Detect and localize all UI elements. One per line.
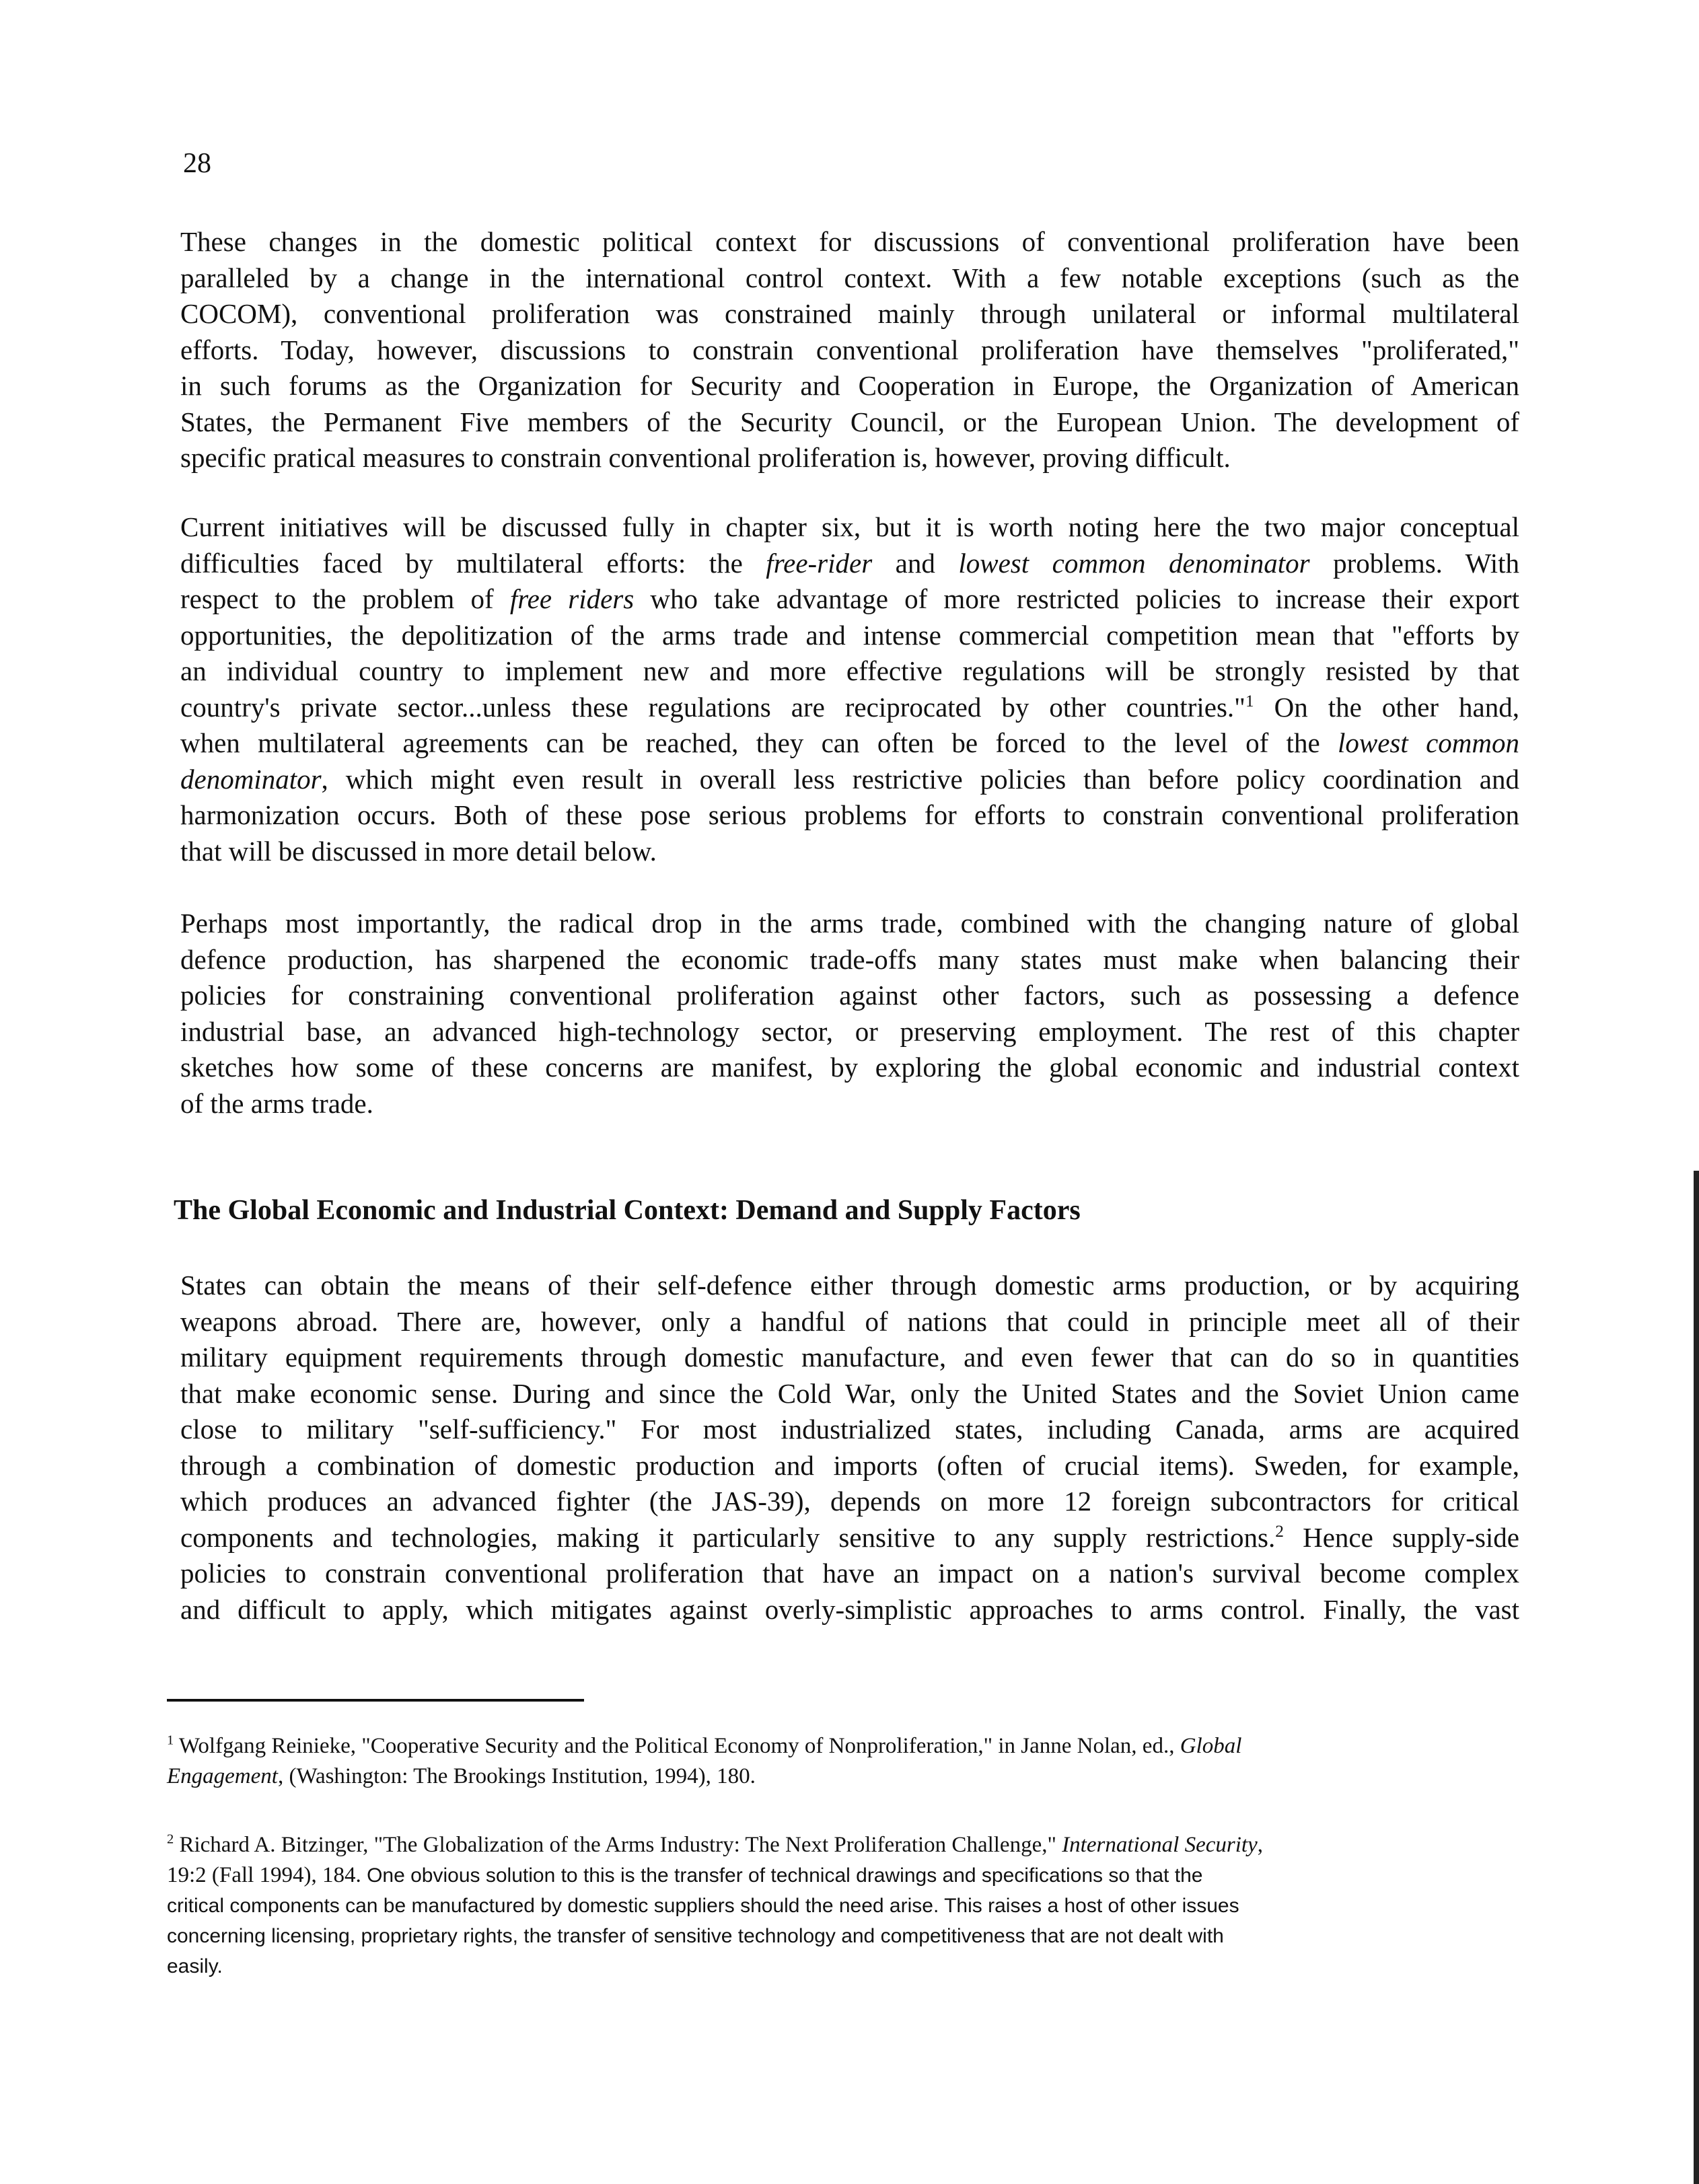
text-run: country's private sector...unless these regulations are reciprocated by other countries." xyxy=(180,691,1245,723)
text-line xyxy=(180,725,1519,762)
paragraph-1 xyxy=(180,224,1519,476)
paragraph-4 xyxy=(180,1268,1519,1628)
text-run: 19:2 (Fall 1994), 184. xyxy=(167,1863,361,1887)
footnote-divider xyxy=(167,1699,584,1702)
footnote-ref: 1 xyxy=(1245,691,1254,711)
text-line xyxy=(180,690,1519,726)
text-line xyxy=(180,546,1519,582)
text-line: specific pratical measures to constrain conventional proliferation is, however, proving difficult. xyxy=(180,442,1231,473)
text-run: , (Washington: The Brookings Institution, 1994), 180. xyxy=(277,1764,756,1788)
text-line: policies to constrain conventional proliferation that have an impact on a nation's survival become complex xyxy=(180,1558,1519,1589)
text-line: in such forums as the Organization for Security and Cooperation in Europe, the Organization of American xyxy=(180,370,1519,401)
text-line: opportunities, the depolitization of the arms trade and intense commercial competition mean that "efforts by xyxy=(180,619,1519,651)
italic-term: lowest common denominator xyxy=(958,547,1310,579)
text-line xyxy=(180,762,1519,798)
text-line: industrial base, an advanced high-technology sector, or preserving employment. The rest of this chapter xyxy=(180,1015,1519,1047)
text-line: critical components can be manufactured by domestic suppliers should the need arise. This raises a host of other issues xyxy=(167,1895,1239,1917)
text-line xyxy=(167,1860,1519,1891)
text-run: Hence supply-side xyxy=(1283,1521,1520,1553)
footnote-marker: 1 xyxy=(167,1733,174,1748)
text-line: and difficult to apply, which mitigates against overly-simplistic approaches to arms control. Finally, the vast xyxy=(180,1593,1519,1625)
italic-term: Global xyxy=(1180,1734,1242,1758)
text-run: difficulties faced by multilateral efforts: the xyxy=(180,547,766,579)
italic-term: lowest common xyxy=(1337,727,1519,758)
text-run: , which might even result in overall less restrictive policies than before policy coordination and xyxy=(321,763,1519,795)
text-run: and xyxy=(872,547,959,579)
text-line: Current initiatives will be discussed fully in chapter six, but it is worth noting here the two major conceptual xyxy=(180,511,1519,542)
italic-term: free-rider xyxy=(766,547,873,579)
text-line xyxy=(167,1830,1519,1860)
text-line: weapons abroad. There are, however, only a handful of nations that could in principle meet all of their xyxy=(180,1305,1519,1337)
text-line: which produces an advanced fighter (the JAS-39), depends on more 12 foreign subcontractors for critical xyxy=(180,1486,1519,1517)
scan-edge-border xyxy=(1694,1171,1699,2184)
text-line: close to military "self-sufficiency." For most industrialized states, including Canada, arms are acquired xyxy=(180,1414,1519,1445)
italic-term: free riders xyxy=(509,583,635,614)
text-line: military equipment requirements through domestic manufacture, and even fewer that can do so in quantities xyxy=(180,1342,1519,1373)
text-run: who take advantage of more restricted policies to increase their export xyxy=(634,583,1519,614)
text-line: easily. xyxy=(167,1955,223,1977)
text-line: policies for constraining conventional proliferation against other factors, such as possessing a defence xyxy=(180,980,1519,1011)
text-line: an individual country to implement new and more effective regulations will be strongly resisted by that xyxy=(180,655,1519,686)
text-run: problems. With xyxy=(1309,547,1520,579)
paragraph-2 xyxy=(180,509,1519,869)
text-line xyxy=(180,581,1519,618)
footnote-1 xyxy=(167,1731,1519,1792)
text-run: , xyxy=(1257,1833,1263,1857)
text-run: respect to the problem of xyxy=(180,583,510,614)
text-line: COCOM), conventional proliferation was constrained mainly through unilateral or informal multilateral xyxy=(180,298,1519,329)
paragraph-3 xyxy=(180,906,1519,1122)
text-line: through a combination of domestic production and imports (often of crucial items). Sweden, for example, xyxy=(180,1449,1519,1481)
section-heading: The Global Economic and Industrial Context: Demand and Supply Factors xyxy=(174,1195,1081,1226)
page-number: 28 xyxy=(183,148,211,179)
text-line: Perhaps most importantly, the radical drop in the arms trade, combined with the changing nature of global xyxy=(180,908,1519,939)
footnote-2 xyxy=(167,1830,1519,1981)
text-line xyxy=(167,1731,1519,1761)
text-line: sketches how some of these concerns are manifest, by exploring the global economic and industrial context xyxy=(180,1052,1519,1083)
text-run: One obvious solution to this is the transfer of technical drawings and specifications so that the xyxy=(361,1864,1203,1887)
text-line: paralleled by a change in the international control context. With a few notable exceptions (such as the xyxy=(180,262,1519,293)
italic-term: Engagement xyxy=(167,1764,278,1788)
text-line xyxy=(180,1520,1519,1556)
footnote-marker: 2 xyxy=(167,1831,174,1847)
text-run: components and technologies, making it particularly sensitive to any supply restrictions. xyxy=(180,1521,1276,1553)
text-line: defence production, has sharpened the economic trade-offs many states must make when balancing their xyxy=(180,943,1519,975)
text-line: that will be discussed in more detail below. xyxy=(180,835,657,867)
text-line: harmonization occurs. Both of these pose serious problems for efforts to constrain conventional proliferation xyxy=(180,799,1519,830)
footnote-ref: 2 xyxy=(1275,1521,1284,1541)
text-line: that make economic sense. During and since the Cold War, only the United States and the Soviet Union came xyxy=(180,1377,1519,1409)
text-line: efforts. Today, however, discussions to constrain conventional proliferation have themselves "proliferated," xyxy=(180,334,1519,365)
text-line xyxy=(167,1761,1519,1792)
text-line: States can obtain the means of their self-defence either through domestic arms production, or by acquiring xyxy=(180,1270,1519,1301)
text-run: On the other hand, xyxy=(1254,691,1519,723)
text-line: concerning licensing, proprietary rights, the transfer of sensitive technology and competitiveness that are not dealt with xyxy=(167,1925,1224,1947)
text-line: These changes in the domestic political context for discussions of conventional proliferation have been xyxy=(180,226,1519,257)
italic-term: International Security xyxy=(1062,1833,1258,1857)
text-run: when multilateral agreements can be reached, they can often be forced to the level of the xyxy=(180,727,1338,758)
italic-term: denominator xyxy=(180,763,322,795)
text-line: States, the Permanent Five members of the Security Council, or the European Union. The development of xyxy=(180,406,1519,437)
text-run: Wolfgang Reinieke, "Cooperative Security and the Political Economy of Nonproliferation," in Janne Nolan, ed., xyxy=(174,1734,1180,1758)
text-run: Richard A. Bitzinger, "The Globalization of the Arms Industry: The Next Proliferation Challenge," xyxy=(174,1833,1062,1857)
text-line: of the arms trade. xyxy=(180,1087,373,1119)
